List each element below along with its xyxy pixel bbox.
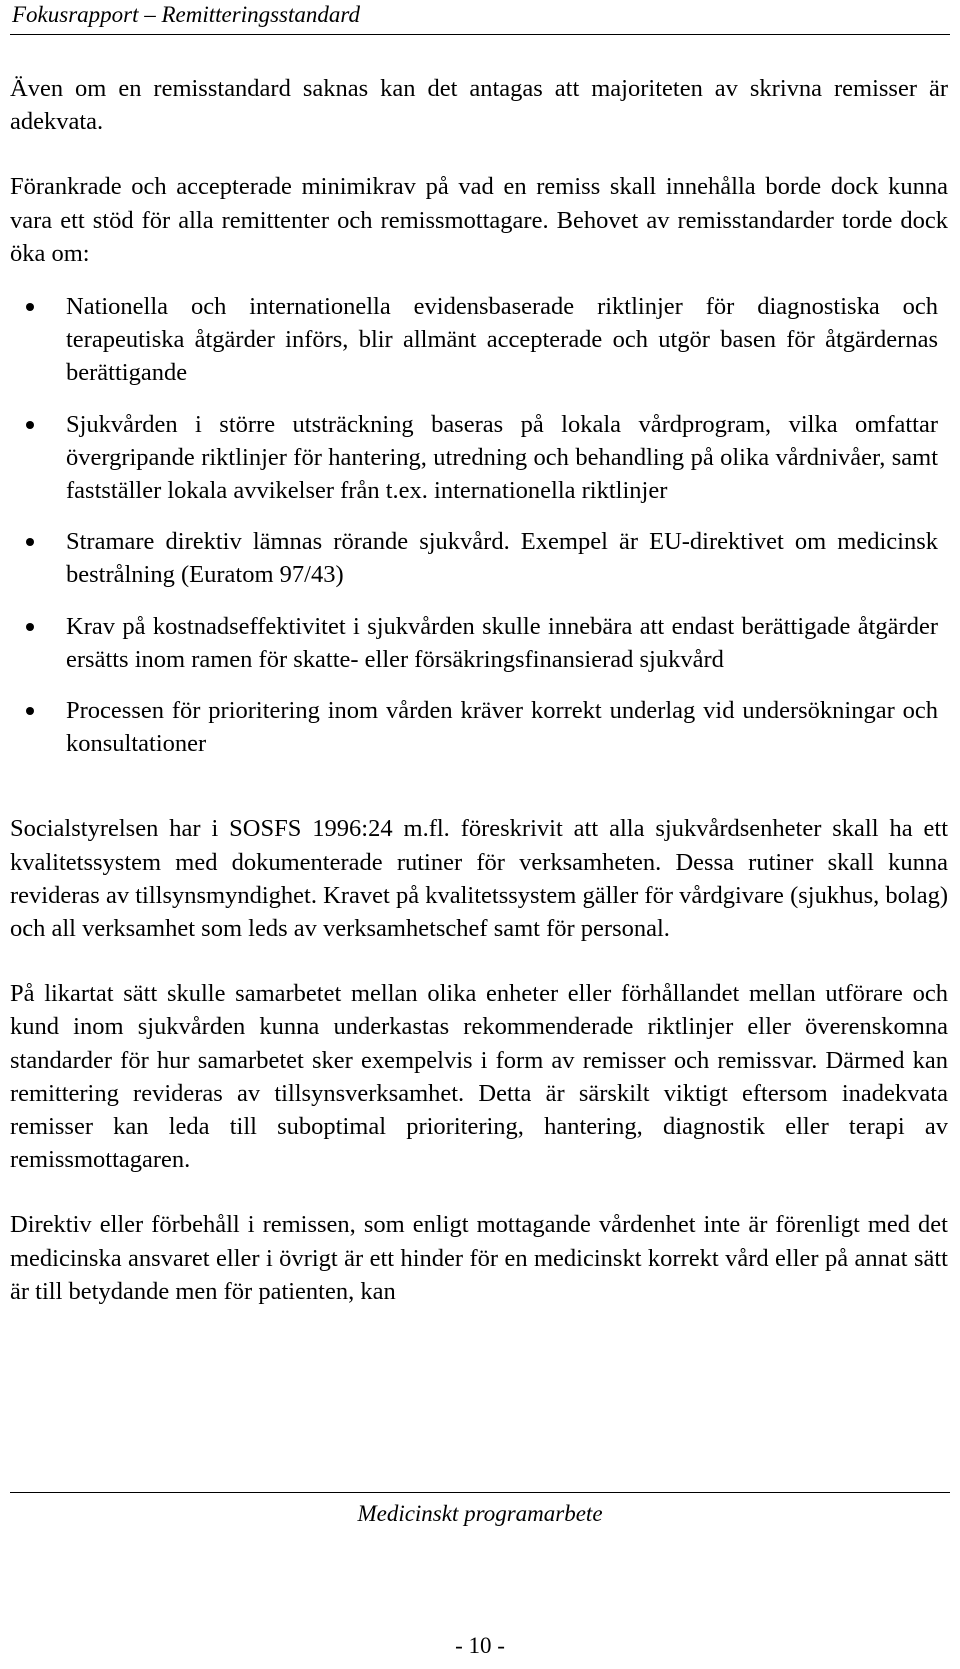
bullet-item <box>10 290 948 390</box>
bullet-icon <box>26 623 34 631</box>
bullet-text: Processen för prioritering inom vården kräver korrekt underlag vid undersökningar och konsultationer <box>66 697 938 758</box>
footer-divider <box>10 1492 950 1493</box>
footer-title: Medicinskt programarbete <box>357 1501 603 1526</box>
bullet-item <box>10 525 948 591</box>
paragraph-samarbete: På likartat sätt skulle samarbetet mellan olika enheter eller förhållandet mellan utförare och kund inom sjukvården kunna underkastas rekommenderade riktlinjer eller överenskomna standarder för hur samarbetet sker exempelvis i form av remisser och remissvar. Därmed kan remittering revideras av tillsynsverksamhet. Detta är särskilt viktigt eftersom inadekvata remisser kan leda till suboptimal prioritering, hantering, diagnostik eller terapi av remissmottagaren. <box>10 980 948 1174</box>
paragraph-sosfs: Socialstyrelsen har i SOSFS 1996:24 m.fl. föreskrivit att alla sjukvårdsenheter skall ha ett kvalitetssystem med dokumenterade rutiner för verksamheten. Dessa rutiner skall kunna revideras av tillsynsmyndighet. Kravet på kvalitetssystem gäller för vårdgivare (sjukhus, bolag) och all verksamhet som leds av verksamhetschef samt för personal. <box>10 815 948 943</box>
bullet-item <box>10 694 948 760</box>
bullet-text: Sjukvården i större utsträckning baseras på lokala vårdprogram, vilka omfattar övergripande riktlinjer för hantering, utredning och behandling på olika vårdnivåer, samt fastställer lokala avvikelser från t.ex. internationella riktlinjer <box>66 410 938 505</box>
bullet-text: Stramare direktiv lämnas rörande sjukvård. Exempel är EU-direktivet om medicinsk bestrålning (Euratom 97/43) <box>66 528 938 589</box>
page-number: - 10 - <box>455 1633 505 1658</box>
header-title: Fokusrapport – Remitteringsstandard <box>12 2 360 27</box>
paragraph-direktiv: Direktiv eller förbehåll i remissen, som enligt mottagande vårdenhet inte är förenligt med det medicinska ansvaret eller i övrigt är ett hinder för en medicinskt korrekt vård eller på annat sätt är till betydande men för patienten, kan <box>10 1211 948 1305</box>
document-body <box>10 72 948 1308</box>
bullet-text: Krav på kostnadseffektivitet i sjukvården skulle innebära att endast berättigade åtgärder ersätts inom ramen för skatte- eller försäkringsfinansierad sjukvård <box>66 612 938 673</box>
paragraph-intro-1: Även om en remisstandard saknas kan det antagas att majoriteten av skrivna remisser är adekvata. <box>10 75 948 136</box>
bullet-list <box>10 290 948 760</box>
paragraph-intro-2: Förankrade och accepterade minimikrav på vad en remiss skall innehålla borde dock kunna vara ett stöd för alla remittenter och remissmottagare. Behovet av remisstandarder torde dock öka om: <box>10 173 948 267</box>
page-header <box>10 0 950 35</box>
bullet-icon <box>26 707 34 715</box>
bullet-item <box>10 610 948 676</box>
bullet-icon <box>26 538 34 546</box>
bullet-text: Nationella och internationella evidensbaserade riktlinjer för diagnostiska och terapeutiska åtgärder införs, blir allmänt accepterade och utgör basen för åtgärdernas berättigande <box>66 293 938 387</box>
bullet-icon <box>26 421 34 429</box>
bullet-item <box>10 408 948 508</box>
bullet-icon <box>26 303 34 311</box>
